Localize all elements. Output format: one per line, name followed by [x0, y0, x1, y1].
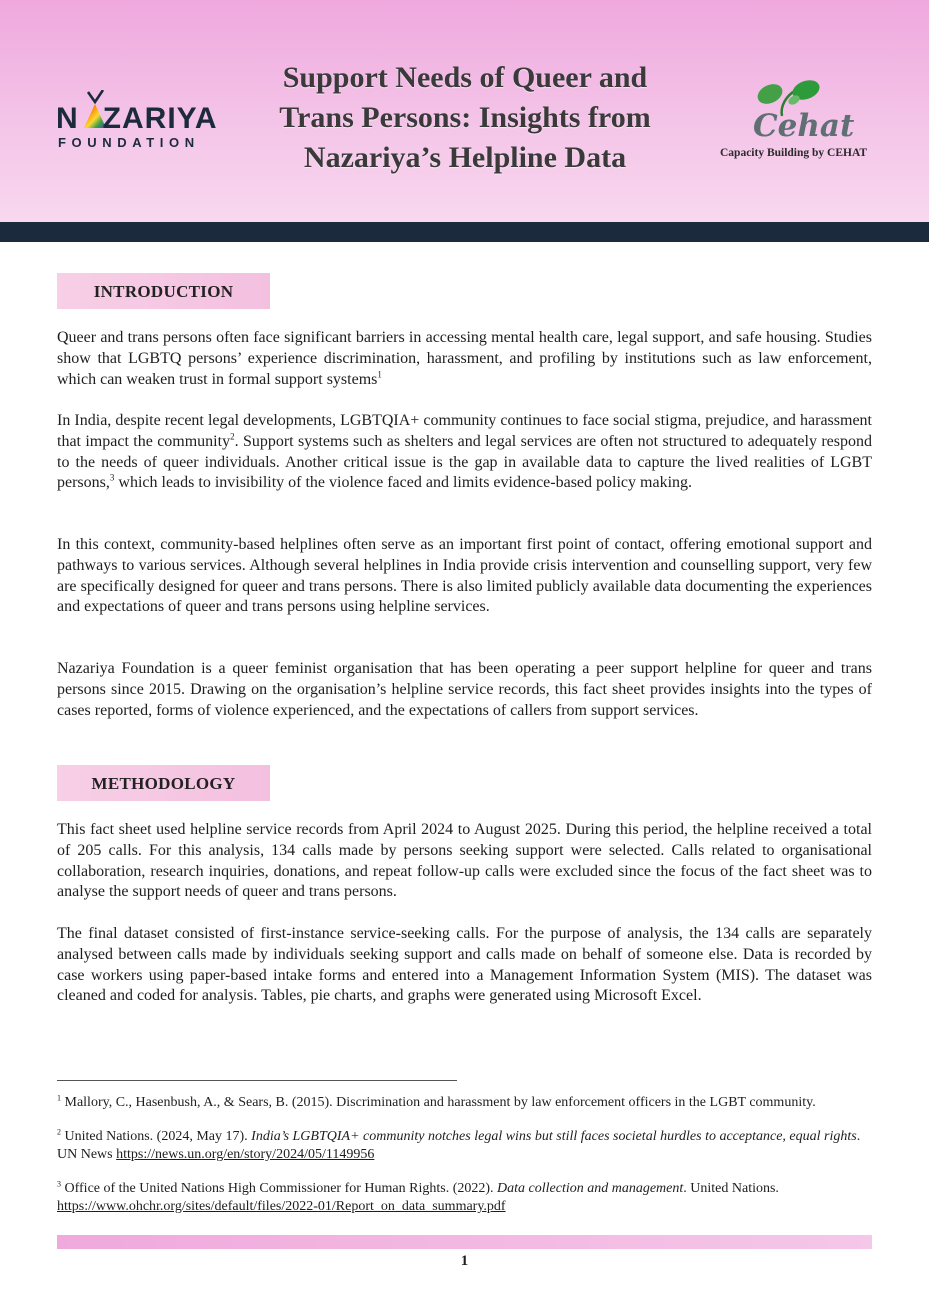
title-line: Nazariya’s Helpline Data — [303, 141, 627, 174]
title-line: Support Needs of Queer and — [282, 61, 648, 94]
introduction-heading: INTRODUCTION — [57, 273, 270, 309]
header-banner — [0, 0, 929, 222]
footnote-link[interactable]: https://www.ohchr.org/sites/default/files/2022-01/Report_on_data_summary.pdf — [57, 1199, 506, 1214]
methodology-paragraph: The final dataset consisted of first-instance service-seeking calls. For the purpose of analysis, the 134 calls are separately analysed between calls made by individuals seeking support and calls made on behalf of someone else. Data is recorded by case workers using paper-based intake forms and entered into a Management Information System (MIS). The dataset was cleaned and coded for analysis. Tables, pie charts, and graphs were generated using Microsoft Excel. — [57, 925, 872, 1005]
page-number: 1 — [460, 1253, 469, 1269]
nazariya-wordmark: N ZARIYA — [56, 102, 218, 135]
intro-paragraph: In this context, community-based helplines often serve as an important first point of contact, offering emotional support and pathways to various services. Although several helplines in India provide crisis intervention and counselling support, very few are specifically designed for queer and trans persons. There is also limited publicly available data documenting the experiences and expectations of queer and trans persons using helpline services. — [57, 536, 872, 616]
intro-paragraph: Nazariya Foundation is a queer feminist organisation that has been operating a peer support helpline for queer and trans persons since 2015. Drawing on the organisation’s helpline service records, this fact sheet provides insights into the types of cases reported, forms of violence experienced, and the expectations of callers from support services. — [57, 660, 872, 719]
cehat-logo — [716, 78, 886, 168]
footnote-divider — [57, 1080, 457, 1081]
title-line: Trans Persons: Insights from — [279, 101, 651, 134]
nazariya-logo — [56, 90, 241, 160]
footer-bar — [57, 1235, 872, 1249]
cehat-caption: Capacity Building by CEHAT — [720, 147, 868, 159]
footnote-3: $^3$ Office of the United Nations High Commissioner for Human Rights. (2022). Data collection and management. United Nations. https://www.ohchr.org/sites/default/files/2022-01/Report_on_data_summary.pdf — [57, 1179, 779, 1214]
intro-paragraph: Queer and trans persons often face significant barriers in accessing mental health care, legal support, and safe housing. Studies show that LGBTQ persons’ experience discrimination, harassment, and profiling by institutions such as law enforcement, which can weaken trust in formal support systems$^1$ — [57, 329, 872, 388]
cehat-wordmark: Cehat — [753, 108, 855, 144]
footnote-2: $^2$ United Nations. (2024, May 17). India’s LGBTQIA+ community notches legal wins but still faces societal hurdles to acceptance, equal rights. UN News https://news.un.org/en/story/2024/05/1149956 — [57, 1127, 861, 1162]
header-divider-bar — [0, 222, 929, 242]
footnote-1: $^1$ Mallory, C., Hasenbush, A., & Sears, B. (2015). Discrimination and harassment by law enforcement officers in the LGBT community. — [57, 1093, 816, 1110]
nazariya-subtitle: FOUNDATION — [58, 135, 200, 150]
page-title — [245, 58, 685, 178]
methodology-heading: METHODOLOGY — [57, 765, 270, 801]
methodology-paragraph: This fact sheet used helpline service records from April 2024 to August 2025. During this period, the helpline received a total of 205 calls. For this analysis, 134 calls made by persons seeking support were selected. Calls related to organisational collaboration, research inquiries, donations, and repeat follow-up calls were excluded since the focus of the fact sheet was to analyse the support needs of queer and trans persons. — [57, 821, 872, 901]
footnote-link[interactable]: https://news.un.org/en/story/2024/05/1149956 — [116, 1147, 375, 1162]
intro-paragraph: In India, despite recent legal developments, LGBTQIA+ community continues to face social stigma, prejudice, and harassment that impact the community$^2$. Support systems such as shelters and legal services are often not structured to adequately respond to the needs of queer individuals. Another critical issue is the gap in available data to capture the lived realities of LGBT persons,$^3$ which leads to invisibility of the violence faced and limits evidence-based policy making. — [57, 412, 872, 492]
